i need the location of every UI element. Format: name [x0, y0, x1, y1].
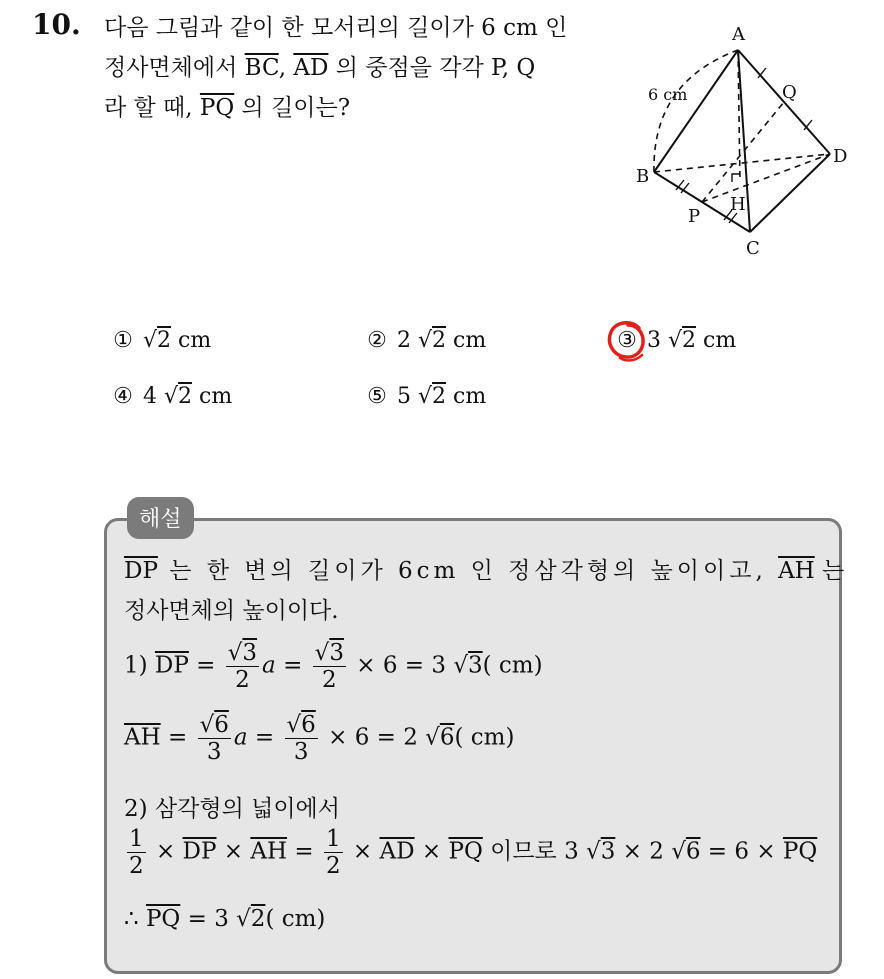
sol-text: = 6 × [700, 838, 783, 865]
segment-ah: $\overline{AH}$ [124, 724, 161, 751]
solution-final: ∴ $\overline{PQ} = 3$ √2( cm) [124, 906, 326, 932]
solution-step-1b: $\overline{AH}$ = $\frac{√6}{3}$ a = $\frac{√6}{3}$ × 6 = 2 √6( cm) [124, 712, 515, 765]
denominator: 2 [235, 667, 250, 693]
sol-text: ( cm) [265, 906, 326, 932]
sol-text: 는 한 변의 길이가 6cm 인 정삼각형의 높이이고, [157, 558, 779, 584]
radicand: 3 [329, 640, 344, 666]
q-text: 의 길이는? [234, 95, 351, 121]
sol-text: ( cm) [454, 724, 515, 751]
label-a: A [732, 24, 745, 45]
edge-cd [750, 154, 830, 232]
numerator: √6 [199, 712, 229, 738]
denominator: 2 [322, 667, 337, 693]
sol-text: ∴ [124, 906, 146, 932]
choice-number: ② [367, 328, 387, 353]
radicand: 3 [468, 652, 483, 679]
sol-text: × [414, 838, 449, 865]
radicand: 6 [685, 838, 701, 865]
denominator: 3 [293, 739, 309, 765]
radicand: 2 [157, 328, 172, 353]
choice-unit: cm [696, 328, 737, 353]
choice-5[interactable] [364, 384, 486, 409]
numerator: √3 [314, 640, 344, 666]
sol-text: = [275, 652, 310, 679]
edge-ab [654, 50, 738, 172]
choice-unit: cm [446, 328, 487, 353]
edge-bd-hidden [654, 154, 830, 172]
fraction [285, 712, 318, 765]
var: a [233, 724, 248, 751]
question-number: 10. [32, 8, 81, 41]
choice-coef: 2 [397, 328, 418, 353]
q-text: , [278, 55, 294, 81]
choice-4[interactable] [110, 384, 232, 409]
sqrt: √2 [668, 328, 697, 353]
sqrt: √2 [143, 328, 172, 353]
choice-2[interactable] [364, 328, 486, 353]
numerator: 1 [325, 826, 341, 852]
sqrt: √2 [418, 328, 447, 353]
denominator: 2 [129, 853, 144, 879]
question-line-3 [104, 88, 624, 128]
sol-text: 이므로 3 [482, 838, 587, 865]
sol-text: = [188, 652, 223, 679]
choice-unit: cm [171, 328, 212, 353]
sol-text: × 6 = 3 [348, 652, 454, 679]
segment-pq: $\overline{PQ}$ [199, 95, 235, 121]
segment-ad: $\overline{AD}$ [379, 838, 415, 865]
choice-1[interactable] [110, 328, 211, 353]
fraction [198, 712, 231, 765]
solution-intro-1 [124, 552, 844, 585]
sol-text: 는 [814, 558, 845, 584]
numerator: √6 [286, 712, 316, 738]
choice-number: ① [113, 328, 133, 353]
sol-text: = 3 [180, 906, 237, 932]
segment-pq: $\overline{PQ}$ [145, 906, 181, 932]
segment-ad: $\overline{AD}$ [293, 55, 329, 81]
fraction [127, 826, 146, 879]
sqrt: √2 [164, 384, 193, 409]
sol-text: × [148, 838, 183, 865]
numerator: √3 [227, 640, 258, 666]
choice-number: ⑤ [367, 384, 387, 409]
choice-coef: 4 [143, 384, 164, 409]
segment-pq: $\overline{PQ}$ [782, 838, 818, 865]
sol-text: × [216, 838, 251, 865]
edge-length-label: 6 cm [648, 85, 688, 104]
segment-dp: $\overline{DP}$ [124, 558, 158, 584]
q-text: 라 할 때, [104, 95, 200, 121]
segment-pq: $\overline{PQ}$ [448, 838, 483, 865]
choice-number: ④ [113, 384, 133, 409]
fraction [313, 640, 346, 693]
choice-unit: cm [192, 384, 233, 409]
question-text [104, 8, 624, 128]
solution-step-1a: 1) $\overline{DP}$ = $\frac{√3}{2}$ a = $\frac{√3}{2}$ × 6 = 3 √3( cm) [124, 640, 543, 693]
radicand: 2 [682, 328, 697, 353]
label-c: C [746, 238, 760, 259]
question-line-1: 다음 그림과 같이 한 모서리의 길이가 6 cm 인 [104, 15, 568, 41]
radicand: 6 [439, 724, 455, 751]
numerator: 1 [129, 826, 144, 852]
right-angle-mark [732, 174, 740, 182]
denominator: 2 [325, 853, 341, 879]
fraction [324, 826, 343, 879]
fraction [226, 640, 259, 693]
q-text: 정사면체에서 [104, 55, 245, 81]
solution-intro-2: 정사면체의 높이이다. [124, 598, 339, 624]
radicand: 6 [301, 712, 316, 738]
sol-text: × 2 [615, 838, 672, 865]
segment-ah: $\overline{AH}$ [250, 838, 288, 865]
choice-coef: 5 [397, 384, 418, 409]
sol-text: × 6 = 2 [320, 724, 426, 751]
sol-text: × [345, 838, 380, 865]
answer-circle-mark [606, 318, 648, 362]
label-b: B [636, 166, 650, 187]
choice-coef: 3 [647, 328, 668, 353]
sol-text: 1) [124, 652, 155, 679]
radicand: 6 [214, 712, 229, 738]
label-h: H [730, 194, 746, 215]
label-q: Q [782, 82, 797, 103]
radicand: 3 [242, 640, 258, 666]
segment-ah: $\overline{AH}$ [778, 558, 815, 584]
question-line-2 [104, 48, 624, 88]
radicand: 3 [600, 838, 616, 865]
radicand: 2 [178, 384, 193, 409]
choice-unit: cm [446, 384, 487, 409]
radicand: 2 [250, 906, 266, 932]
sol-text: ( cm) [482, 652, 543, 679]
radicand: 2 [432, 328, 447, 353]
var: a [262, 652, 276, 679]
segment-dp: $\overline{DP}$ [154, 652, 189, 679]
denominator: 3 [206, 739, 222, 765]
sol-text: = [247, 724, 282, 751]
label-d: D [833, 146, 848, 167]
tetrahedron-figure [632, 22, 852, 267]
sol-text: = [287, 838, 321, 865]
segment-dp: $\overline{DP}$ [182, 838, 217, 865]
label-p: P [688, 206, 701, 227]
segment-bc: $\overline{BC}$ [244, 55, 279, 81]
sqrt: √2 [418, 384, 447, 409]
solution-step-2-eq: $\frac{1}{2}$ × $\overline{DP} \times \overline{AH}$ = $\frac{1}{2}$ × $\overline{AD} \times \overline{PQ}$ 이므로 3 √3 × 2 $√6 = 6 \times \overline{PQ}$ [129, 826, 818, 879]
q-text: 의 중점을 각각 P, Q [328, 55, 536, 81]
choice-number: ③ [617, 328, 637, 353]
solution-step-2: 2) 삼각형의 넓이에서 [124, 796, 340, 822]
solution-tag: 해설 [127, 497, 194, 539]
sol-text: = [160, 724, 195, 751]
radicand: 2 [432, 384, 447, 409]
